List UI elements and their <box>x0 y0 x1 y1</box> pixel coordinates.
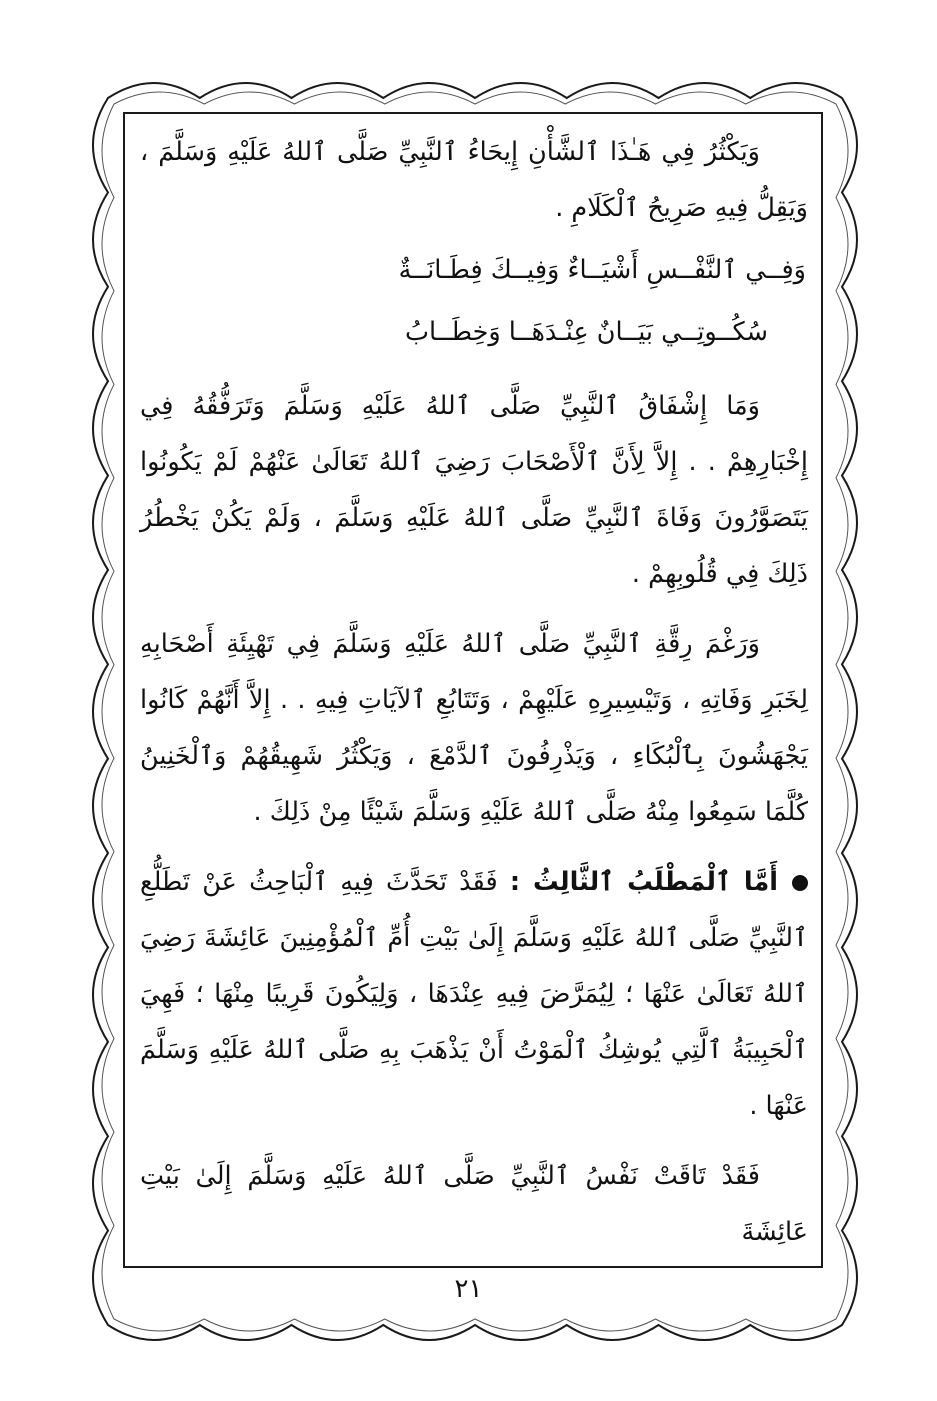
paragraph-5: فَقَدْ تَاقَتْ نَفْسُ ٱلنَّبِيِّ صَلَّى ٱللهُ عَلَيْهِ وَسَلَّمَ إِلَىٰ بَيْتِ عَائِشَةَ <box>140 1161 808 1247</box>
spacer <box>140 1134 808 1148</box>
paragraph-3: وَرَغْمَ رِقَّةِ ٱلنَّبِيِّ صَلَّى ٱللهُ عَلَيْهِ وَسَلَّمَ فِي تَهْيِئَةِ أَصْحَابِهِ لِخَبَرِ وَفَاتِهِ ، وَتَيْسِيرِهِ عَلَيْهِمْ ، وَتَتَابُعِ ٱلآيَاتِ فِيهِ . . إِلاَّ أَنَّهُمْ كَانُوا يَجْهَشُونَ بِٱلْبُكَاءِ ، وَيَذْرِفُونَ ٱلدَّمْعَ ، وَيَكْثُرُ شَهِيقُهُمْ وَٱلْخَنِينُ كُلَّمَا سَمِعُوا مِنْهُ صَلَّى ٱللهُ عَلَيْهِ وَسَلَّمَ شَيْئًا مِنْ ذَلِكَ . <box>140 629 808 827</box>
bullet-icon <box>792 875 808 891</box>
paragraph-4-body: فَقَدْ تَحَدَّثَ فِيهِ ٱلْبَاحِثُ عَنْ تَطَلُّعِ ٱلنَّبِيِّ صَلَّى ٱللهُ عَلَيْهِ وَسَلَّمَ إِلَىٰ بَيْتِ أُمِّ ٱلْمُؤْمِنِينَ عَائِشَةَ رَضِيَ ٱللهُ تَعَالَىٰ عَنْهَا ؛ لِيُمَرَّضَ فِيهِ عِنْدَهَا ، وَلِيَكُونَ قَرِيبًا مِنْهَا ؛ فَهِيَ ٱلْحَبِيبَةُ ٱلَّتِي يُوشِكُ ٱلْمَوْتُ أَنْ يَذْهَبَ بِهِ صَلَّى ٱللهُ عَلَيْهِ وَسَلَّمَ عَنْهَا . <box>140 867 808 1121</box>
page-number: ٢١ <box>454 1274 483 1304</box>
spacer <box>140 360 808 378</box>
paragraph-1: وَيَكْثُرُ فِي هَـٰذَا ٱلشَّأْنِ إِيحَاءُ ٱلنَّبِيِّ صَلَّى ٱللهُ عَلَيْهِ وَسَلَّمَ ، وَيَقِلُّ فِيهِ صَرِيحُ ٱلْكَلَامِ . <box>140 137 808 223</box>
paragraph-4 <box>140 854 808 1134</box>
paragraph-2: وَمَا إِشْفَاقُ ٱلنَّبِيِّ صَلَّى ٱللهُ عَلَيْهِ وَسَلَّمَ وَتَرَفُّقُهُ فِي إِخْبَارِهِمْ . . إِلاَّ لِأَنَّ ٱلْأَصْحَابَ رَضِيَ ٱللهُ تَعَالَىٰ عَنْهُمْ لَمْ يَكُونُوا يَتَصَوَّرُونَ وَفَاةَ ٱلنَّبِيِّ صَلَّى ٱللهُ عَلَيْهِ وَسَلَّمَ ، وَلَمْ يَكُنْ يَخْطُرُ ذَلِكَ فِي قُلُوبِهِمْ . <box>140 391 808 589</box>
verse-line-2: سُكُــوتِــي بَيَــانٌ عِنْـدَهَــا وَخِطَــابُ <box>404 317 768 347</box>
spacer <box>140 602 808 616</box>
page-body <box>140 124 808 1260</box>
verse-line-1: وَفِــي ٱلنَّفْــسِ أَشْيَــاءٌ وَفِيــكَ فِطَـانَــةٌ <box>398 255 806 285</box>
spacer <box>140 840 808 854</box>
section-heading: أَمَّا ٱلْمَطْلَبُ ٱلثَّالِثُ : <box>509 867 779 897</box>
